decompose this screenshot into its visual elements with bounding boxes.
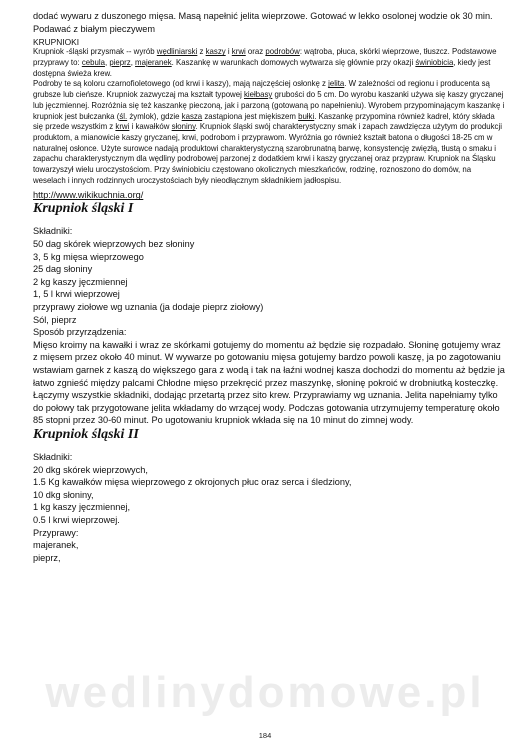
link-krwi[interactable]: krwi xyxy=(231,47,246,57)
recipe-1-title: Krupniok śląski I xyxy=(33,201,134,217)
ingredient-line: 1, 5 l krwi wieprzowej xyxy=(33,289,120,300)
article-paragraph-1: Krupniok -śląski przysmak -- wyrób wędliniarski z kaszy i krwi oraz podrobów: wątroba, płuca, skórki wieprzowe, tłuszcz. Podstawowe przyprawy to: cebula, pieprz, majeranek. Kaszankę w warunkach domowych wytwarza się głównie przy okazji świniobicia, kiedy jest dostępna świeża krew. xyxy=(33,47,497,78)
ingredient-line: 25 dag słoniny xyxy=(33,264,93,275)
link-majeranek[interactable]: majeranek xyxy=(135,58,172,68)
ingredient-line: 10 dkg słoniny, xyxy=(33,489,94,500)
document-page xyxy=(33,10,505,564)
link-wedliniarski[interactable]: wędliniarski xyxy=(156,47,198,57)
ingredient-line: Składniki: xyxy=(33,451,73,462)
section-heading-krupnioki: KRUPNIOKI xyxy=(33,36,80,47)
ingredient-line: 50 dag skórek wieprzowych bez słoniny xyxy=(33,239,195,250)
ingredient-line: 20 dkg skórek wieprzowych, xyxy=(33,464,148,475)
method-heading: Sposób przyrządzenia: xyxy=(33,327,127,338)
link-cebula[interactable]: cebula xyxy=(81,58,105,68)
link-bulki[interactable]: bułki xyxy=(298,111,315,121)
ingredient-line: 1 kg kaszy jęczmiennej, xyxy=(33,502,131,513)
ingredient-line: majeranek, xyxy=(33,540,79,551)
link-sloniny[interactable]: słoniny xyxy=(171,122,196,132)
link-kaszy[interactable]: kaszy xyxy=(205,47,226,57)
recipe-1-method: Mięso kroimy na kawałki i wraz ze skórkami gotujemy do momentu aż będzie się rozpadało. Słoninę gotujemy wraz z mięsem przez około 40 minut. W wywarze po gotowaniu mięsa gotujemy bardzo powoli kaszę, ja po zagotowaniu wstawiam garnek z kaszą do większego gara z wodą i tak na łaźni wodnej kasza dochodzi do momentu aż będzie ja łatwo zgnieść między palcami Chłodne mięso przekręcić przez maszynkę, słoninę pokroić w drobniutką kosteczkę. Łączymy wszystkie składniki, dodając przetartą przez sito krew. Przyprawiamy wg uznania. Jelita napełniamy tylko do połowy tak przygotowane jelita wkładamy do wrzącej wody. Podczas gotowania utrzymujemy temperaturę około 85 stopni przez 30-60 minut. Po ugotowaniu krupniok wkłada się na 10 minut do zimnej wody. xyxy=(33,339,505,426)
link-swiniobicia[interactable]: świniobicia xyxy=(415,58,454,68)
ingredient-line: 1.5 Kg kawałków mięsa wieprzowego z okrojonych płuc oraz serca i śledziony, xyxy=(33,477,352,488)
article-paragraph-2: Podroby te są koloru czarnofioletowego (od krwi i kaszy), mają najczęściej osłonkę z jelita. W zależności od regionu i producenta są grubsze lub cieńsze. Krupniok zazwyczaj ma kształt typowej kiełbasy grubości do 5 cm. Do wyrobu kaszanki używa się kaszy gryczanej lub jęczmiennej. Rozróżnia się też kaszankę pieczoną, jak i parzoną (gotowaną po napełnieniu). Wyrobem przypominającym kaszankę i krupniok jest bułczanka (śl. żymlok), gdzie kasza zastąpiona jest miękiszem bułki. Kaszankę przypomina również kadrel, który składa się przede wszystkim z krwi i kawałków słoniny. Krupniok śląski swój charakterystyczny smak i zapach zawdzięcza użytym do produkcji produktom, a mianowicie kaszy gryczanej, krwi, podrobom i przyprawom. Wyróżnia go również kształt batona o długości 18-25 cm w naturalnej osłonce. Użyte surowce nadają produktowi charakterystyczną szarobrunatną barwę, konsystencję zwięzłą, tłustą o smaku i zapachu charakterystycznym dla wędliny podrobowej parzonej z dodatkiem krwi i kaszy gryczanej oraz przypraw. Krupniok na Śląsku towarzyszył wielu uroczystościom. Przy świniobiciu częstowano okolicznych mieszkańców, rodzinę, roznoszono do domów, na weselach i innych rodzinnych uroczystościach były nieodłącznym składnikiem jadłospisu. xyxy=(33,79,505,185)
page-number: 184 xyxy=(258,731,272,740)
link-sl[interactable]: śl. xyxy=(119,111,128,121)
link-kielbasy[interactable]: kiełbasy xyxy=(244,90,273,100)
link-pieprz[interactable]: pieprz xyxy=(109,58,131,68)
intro-paragraph: dodać wywaru z duszonego mięsa. Masą napełnić jelita wieprzowe. Gotować w lekko osolonej wodzie ok 30 min. Podawać z białym pieczywem xyxy=(33,11,493,35)
watermark: wedlinydomowe.pl xyxy=(45,668,485,717)
ingredient-line: przyprawy ziołowe wg uznania (ja dodaje pieprz ziołowy) xyxy=(33,302,264,313)
source-link[interactable]: http://www.wikikuchnia.org/ xyxy=(33,190,144,201)
ingredient-line: 2 kg kaszy jęczmiennej xyxy=(33,276,128,287)
link-jelita[interactable]: jelita xyxy=(328,79,345,89)
ingredient-line: 0.5 l krwi wieprzowej. xyxy=(33,514,120,525)
recipe-2-title: Krupniok śląski II xyxy=(33,426,139,442)
link-podrobow[interactable]: podrobów xyxy=(265,47,300,57)
link-kasza[interactable]: kasza xyxy=(181,111,203,121)
ingredient-line: pieprz, xyxy=(33,552,61,563)
link-krwi-2[interactable]: krwi xyxy=(115,122,130,132)
ingredient-line: Przyprawy: xyxy=(33,527,79,538)
ingredient-line: Składniki: xyxy=(33,226,73,237)
ingredient-line: Sól, pieprz xyxy=(33,314,77,325)
ingredient-line: 3, 5 kg mięsa wieprzowego xyxy=(33,251,144,262)
